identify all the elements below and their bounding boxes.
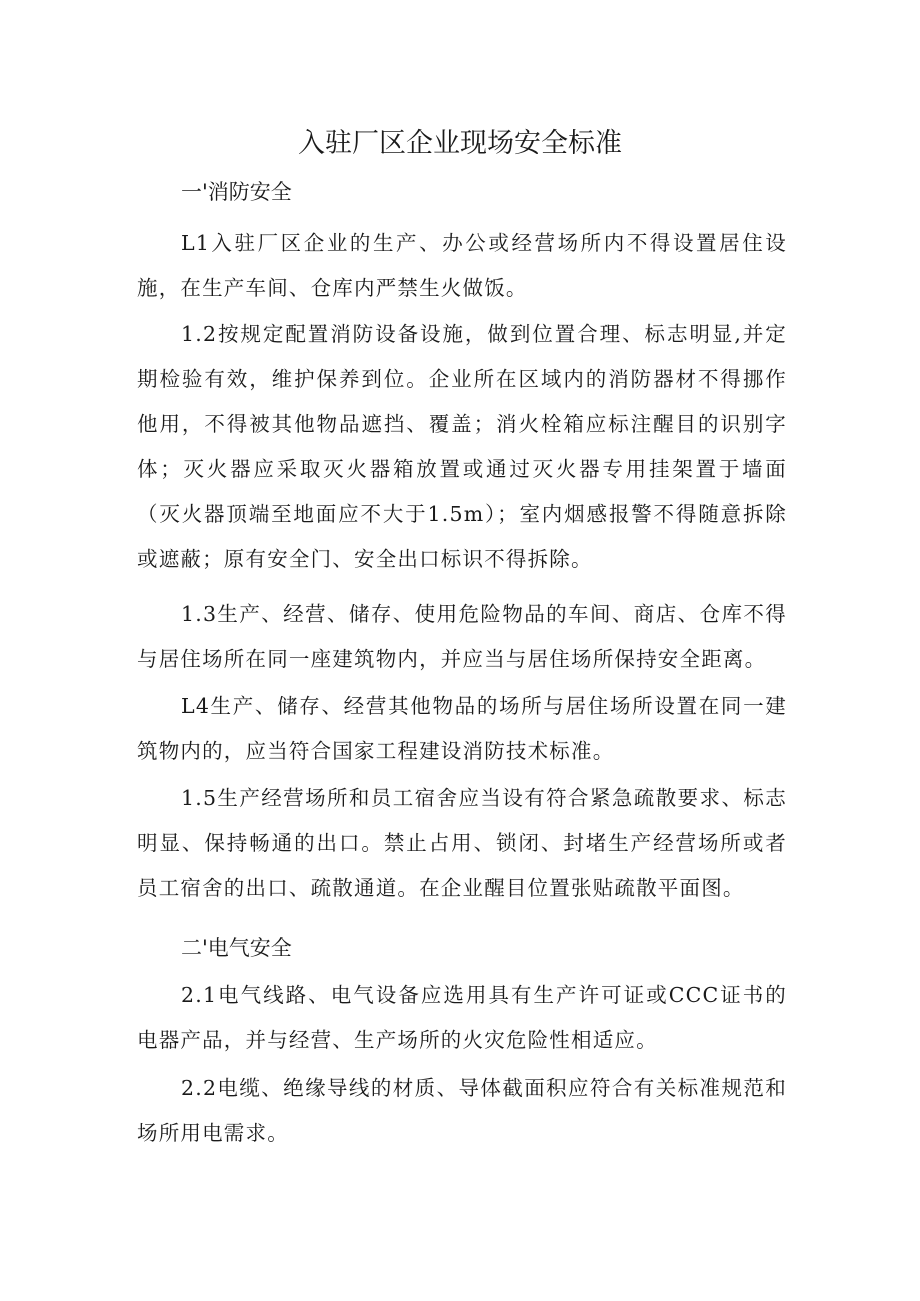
document-title: 入驻厂区企业现场安全标准: [298, 128, 622, 159]
paragraph-1-3: 1.3生产、经营、储存、使用危险物品的车间、商店、仓库不得与居住场所在同一座建筑物内，并应当与居住场所保持安全距离。: [137, 602, 787, 671]
paragraph-2-2: 2.2电缆、绝缘导线的材质、导体截面积应符合有关标准规范和场所用电需求。: [137, 1076, 787, 1145]
paragraph-1-1: L1入驻厂区企业的生产、办公或经营场所内不得设置居住设施，在生产车间、仓库内严禁生火做饭。: [137, 231, 787, 300]
paragraph-1-2: 1.2按规定配置消防设备设施，做到位置合理、标志明显,并定期检验有效，维护保养到位。企业所在区域内的消防器材不得挪作他用，不得被其他物品遮挡、覆盖；消火栓箱应标注醒目的识别字体；灭火器应采取灭火器箱放置或通过灭火器专用挂架置于墙面（灭火器顶端至地面应不大于1.5m）；室内烟感报警不得随意拆除或遮蔽；原有安全门、安全出口标识不得拆除。: [137, 322, 787, 571]
section-heading-electrical-safety: 二'电气安全: [181, 936, 292, 960]
paragraph-2-1: 2.1电气线路、电气设备应选用具有生产许可证或CCC证书的电器产品，并与经营、生产场所的火灾危险性相适应。: [137, 983, 787, 1052]
paragraph-1-5: 1.5生产经营场所和员工宿舍应当设有符合紧急疏散要求、标志明显、保持畅通的出口。禁止占用、锁闭、封堵生产经营场所或者员工宿舍的出口、疏散通道。在企业醒目位置张贴疏散平面图。: [137, 786, 787, 900]
section-heading-fire-safety: 一'消防安全: [181, 180, 292, 204]
paragraph-1-4: L4生产、储存、经营其他物品的场所与居住场所设置在同一建筑物内的，应当符合国家工程建设消防技术标准。: [137, 694, 787, 763]
